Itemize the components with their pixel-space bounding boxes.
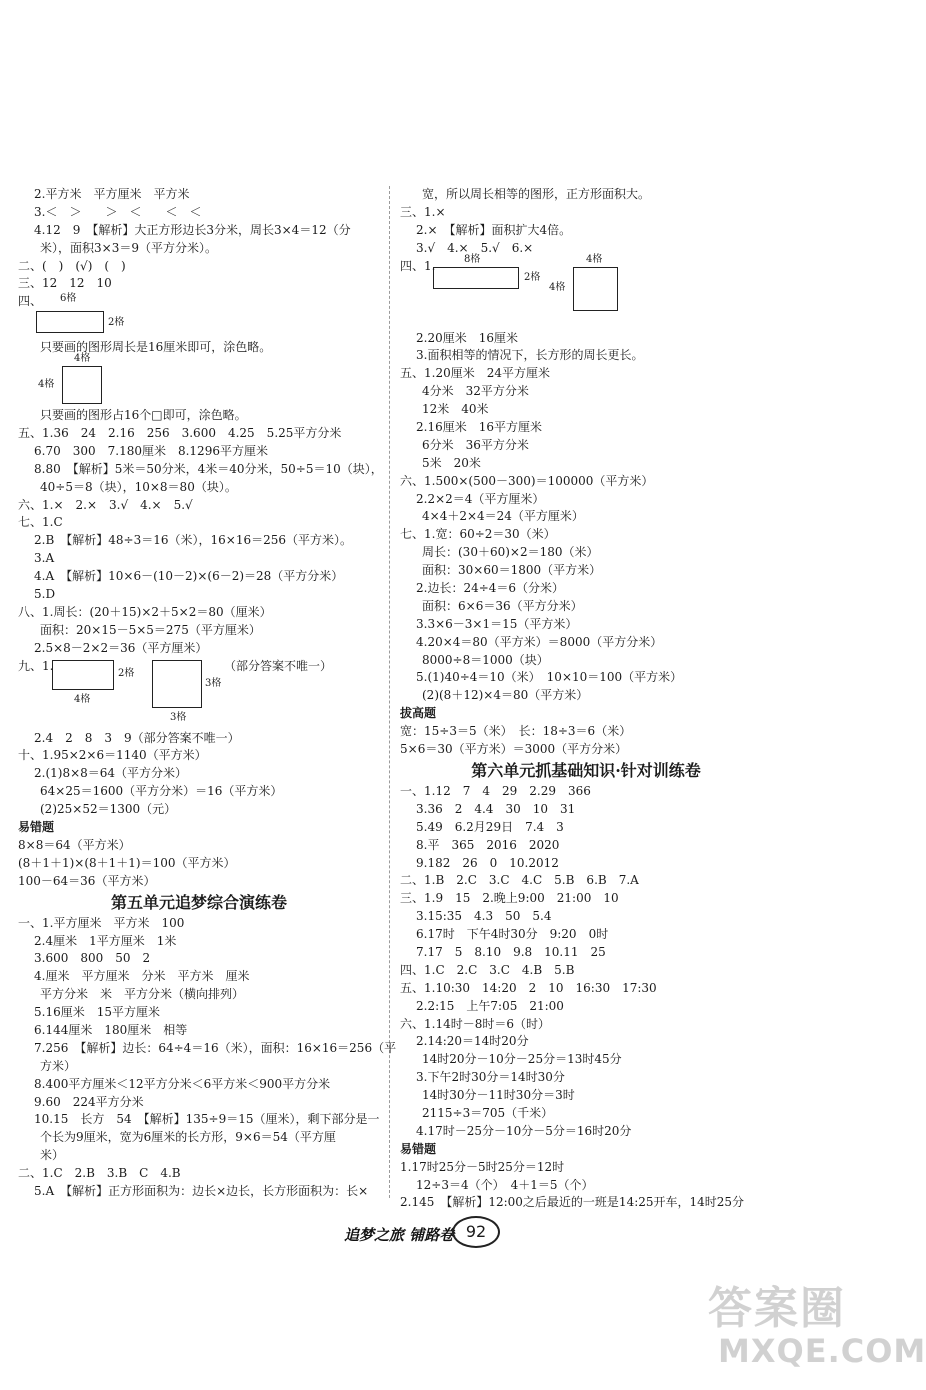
answer-line: 40÷5＝8（块），10×8＝80（块）。 bbox=[40, 479, 237, 494]
answer-line: 4.厘米 平方厘米 分米 平方米 厘米 bbox=[34, 969, 250, 984]
answer-line: 4分米 32平方分米 bbox=[422, 384, 529, 399]
answer-line: 三、1.× bbox=[400, 204, 446, 219]
figure-label: 4格 bbox=[549, 281, 566, 293]
answer-line: 三、1.9 15 2.晚上9:00 21:00 10 bbox=[400, 891, 619, 906]
answer-line: 2.4厘米 1平方厘米 1米 bbox=[34, 933, 177, 948]
answer-line: 六、1.500×(500－300)＝100000（平方米） bbox=[400, 473, 654, 488]
answer-line: 三、12 12 10 bbox=[18, 276, 112, 291]
answer-line: 8.80 【解析】5米＝50分米，4米＝40分米，50÷5＝10（块）， bbox=[34, 461, 383, 476]
answer-line: 2.5×8－2×2＝36（平方厘米） bbox=[34, 640, 208, 655]
answer-line: 7.17 5 8.10 9.8 10.11 25 bbox=[416, 944, 606, 959]
answer-line: 七、1.宽：60÷2＝30（米） bbox=[400, 527, 556, 542]
answer-line: 3.面积相等的情况下，长方形的周长更长。 bbox=[416, 348, 644, 363]
answer-line: 平方分米 米 平方分米（横向排列） bbox=[40, 987, 245, 1002]
answer-line: 5×6＝30（平方米）＝3000（平方分米） bbox=[400, 742, 628, 757]
answer-line: 3.√ 4.× 5.√ 6.× bbox=[416, 240, 534, 255]
answer-line: 5.(1)40÷4＝10（米） 10×10＝100（平方米） bbox=[416, 670, 683, 685]
watermark-url: MXQE.COM bbox=[718, 1332, 926, 1370]
answer-line: 六、1.× 2.× 3.√ 4.× 5.√ bbox=[18, 497, 193, 512]
answer-line: 2.4 2 8 3 9（部分答案不唯一） bbox=[34, 730, 240, 745]
answer-line: 3.3×6－3×1＝15（平方米） bbox=[416, 616, 578, 631]
answer-line: 8×8＝64（平方米） bbox=[18, 837, 131, 852]
answer-line: 2.× 【解析】面积扩大4倍。 bbox=[416, 222, 572, 237]
answer-line: 4.12 9 【解析】大正方形边长3分米，周长3×4＝12（分 bbox=[34, 222, 351, 237]
answer-line: 八、1.周长：(20＋15)×2＋5×2＝80（厘米） bbox=[18, 604, 272, 619]
rect-figure bbox=[18, 293, 380, 339]
figure-label: 4格 bbox=[74, 353, 91, 365]
answer-line: 2.16厘米 16平方厘米 bbox=[416, 420, 542, 435]
answer-line: 十、1.95×2×6＝1140（平方米） bbox=[18, 748, 207, 763]
answer-line: 面积：30×60＝1800（平方米） bbox=[422, 563, 602, 578]
answer-line: 2.145 【解析】12:00之后最近的一班是14:25开车，14时25分 bbox=[400, 1195, 745, 1210]
answer-line: 5.A 【解析】正方形面积为：边长×边长，长方形面积为：长× bbox=[34, 1183, 369, 1198]
answer-line: 5.D bbox=[34, 587, 56, 602]
unit-5-title: 第五单元追梦综合演练卷 bbox=[110, 892, 287, 912]
answer-line: 4×4＋2×4＝24（平方厘米） bbox=[422, 509, 584, 524]
answer-line: 100－64＝36（平方米） bbox=[18, 873, 156, 888]
figure-note: （部分答案不唯一） bbox=[224, 658, 333, 673]
answer-line: 六、1.14时－8时＝6（时） bbox=[400, 1016, 550, 1031]
figure-label: 2格 bbox=[524, 271, 541, 283]
figure-label: 4格 bbox=[586, 253, 603, 265]
answer-line: 四、 bbox=[18, 294, 43, 309]
answer-line: 6.144厘米 180厘米 相等 bbox=[34, 1022, 188, 1037]
answer-line: 2.20厘米 16厘米 bbox=[416, 330, 518, 345]
answer-line: 一、1.12 7 4 29 2.29 366 bbox=[400, 783, 591, 798]
answer-line: 6分米 36平方分米 bbox=[422, 437, 529, 452]
answer-line: 4.20×4＝80（平方米）＝8000（平方分米） bbox=[416, 634, 663, 649]
answer-line: 面积：6×6＝36（平方分米） bbox=[422, 598, 583, 613]
answer-line: 2.2×2＝4（平方厘米） bbox=[416, 491, 545, 506]
answer-line: 宽，所以周长相等的图形，正方形面积大。 bbox=[422, 187, 651, 201]
section-heading: 易错题 bbox=[18, 820, 55, 835]
answer-line: 周长：(30＋60)×2＝180（米） bbox=[422, 545, 599, 560]
answer-line: 五、1.10:30 14:20 2 10 16:30 17:30 bbox=[400, 980, 657, 995]
answer-line: 3.36 2 4.4 30 10 31 bbox=[416, 801, 576, 816]
answer-line: 6.17时 下午4时30分 9:20 0时 bbox=[416, 927, 609, 942]
answer-line: 5米 20米 bbox=[422, 455, 481, 470]
brand-logo: 追梦之旅 铺路卷 bbox=[344, 1226, 455, 1244]
answer-line: 8.400平方厘米＜12平方分米＜6平方米＜900平方分米 bbox=[34, 1076, 331, 1091]
answer-line: 方米） bbox=[40, 1058, 77, 1073]
answer-line: 宽：15÷3＝5（米） 长：18÷3＝6（米） bbox=[400, 724, 632, 739]
answer-line: 5.16厘米 15平方厘米 bbox=[34, 1005, 160, 1020]
right-column bbox=[400, 186, 772, 1212]
page-footer bbox=[0, 1212, 900, 1252]
figure-label: 2格 bbox=[118, 667, 135, 679]
answer-line: 一、1.平方厘米 平方米 100 bbox=[18, 915, 185, 930]
square-shape bbox=[62, 366, 102, 404]
watermark bbox=[690, 1272, 926, 1382]
figure-group-4 bbox=[400, 253, 772, 330]
answer-line: 14时20分－10分－25分＝13时45分 bbox=[422, 1052, 622, 1067]
answer-line: 米），面积3×3＝9（平方分米）。 bbox=[40, 240, 217, 255]
answer-line: 米） bbox=[40, 1148, 65, 1163]
page-number: 92 bbox=[452, 1216, 500, 1248]
answer-line: 九、1. bbox=[18, 658, 54, 673]
answer-line: 6.70 300 7.180厘米 8.1296平方厘米 bbox=[34, 443, 268, 458]
unit-6-title: 第六单元抓基础知识·针对训练卷 bbox=[471, 760, 701, 780]
answer-line: 1.17时25分－5时25分＝12时 bbox=[400, 1159, 565, 1174]
answer-line: 9.182 26 0 10.2012 bbox=[416, 855, 559, 870]
answer-line: 12米 40米 bbox=[422, 402, 489, 417]
watermark-logo-text: 答案圈 bbox=[708, 1283, 846, 1334]
answer-line: 3.600 800 50 2 bbox=[34, 951, 151, 966]
answer-line: 二、( ) (√) ( ) bbox=[18, 258, 126, 273]
rectangle-shape bbox=[52, 660, 114, 690]
answer-line: (8＋1＋1)×(8＋1＋1)＝100（平方米） bbox=[18, 855, 236, 870]
answer-line: 4.17时－25分－10分－5分＝16时20分 bbox=[416, 1123, 632, 1138]
answer-line: 2.14:20＝14时20分 bbox=[416, 1034, 529, 1049]
answer-line: 2.边长：24÷4＝6（分米） bbox=[416, 581, 565, 596]
answer-line: 2.2:15 上午7:05 21:00 bbox=[416, 998, 564, 1013]
square-shape bbox=[152, 660, 202, 708]
answer-line: 个长为9厘米，宽为6厘米的长方形，9×6＝54（平方厘 bbox=[40, 1130, 336, 1145]
rectangle-shape bbox=[433, 267, 519, 289]
answer-line: 五、1.20厘米 24平方厘米 bbox=[400, 366, 550, 381]
answer-line: 二、1.C 2.B 3.B C 4.B bbox=[18, 1166, 181, 1181]
answer-line: (2)(8＋12)×4＝80（平方米） bbox=[422, 688, 589, 703]
answer-line: 5.49 6.2月29日 7.4 3 bbox=[416, 819, 564, 834]
answer-line: 七、1.C bbox=[18, 515, 63, 530]
answer-line: 2.(1)8×8＝64（平方分米） bbox=[34, 766, 188, 781]
answer-line: 二、1.B 2.C 3.C 4.C 5.B 6.B 7.A bbox=[400, 873, 639, 888]
answer-line: 五、1.36 24 2.16 256 3.600 4.25 5.25平方分米 bbox=[18, 426, 342, 441]
square-figure bbox=[18, 353, 380, 407]
figure-label: 2格 bbox=[108, 317, 125, 329]
answer-line: 2.B 【解析】48÷3＝16（米），16×16＝256（平方米）。 bbox=[34, 533, 352, 548]
answer-line: 8.平 365 2016 2020 bbox=[416, 837, 560, 852]
answer-line: 64×25＝1600（平方分米）＝16（平方米） bbox=[40, 784, 283, 799]
answer-line: 4.A 【解析】10×6－(10－2)×(6－2)＝28（平方分米） bbox=[34, 569, 344, 584]
answer-line: 2.平方米 平方厘米 平方米 bbox=[34, 187, 190, 201]
figure-group-9 bbox=[18, 658, 380, 730]
answer-line: 8000÷8＝1000（块） bbox=[422, 652, 549, 667]
figure-label: 4格 bbox=[38, 379, 55, 391]
answer-line: 9.60 224平方分米 bbox=[34, 1094, 144, 1109]
rectangle-shape bbox=[36, 311, 104, 333]
figure-label: 3格 bbox=[205, 677, 222, 689]
answer-line: 四、1.C 2.C 3.C 4.B 5.B bbox=[400, 962, 575, 977]
figure-label: 6格 bbox=[60, 293, 77, 305]
section-heading: 拔高题 bbox=[400, 706, 437, 721]
left-column bbox=[18, 186, 397, 1201]
square-shape bbox=[573, 267, 618, 311]
answer-line: 四、1. bbox=[400, 258, 436, 273]
answer-line: (2)25×52＝1300（元） bbox=[40, 802, 177, 817]
figure-label: 3格 bbox=[170, 711, 187, 723]
answer-line: 10.15 长方 54 【解析】135÷9＝15（厘米），剩下部分是一 bbox=[34, 1112, 380, 1127]
answer-line: 面积：20×15－5×5＝275（平方厘米） bbox=[40, 622, 261, 637]
answer-line: 3.A bbox=[34, 551, 55, 566]
answer-line: 只要画的图形占16个□即可，涂色略。 bbox=[40, 408, 247, 423]
section-heading: 易错题 bbox=[400, 1141, 437, 1156]
answer-line: 14时30分－11时30分＝3时 bbox=[422, 1088, 575, 1103]
answer-line: 3.＜ ＞ ＞ ＜ ＜ ＜ bbox=[34, 204, 202, 219]
answer-line: 3.下午2时30分＝14时30分 bbox=[416, 1070, 565, 1085]
answer-line: 2115÷3＝705（千米） bbox=[422, 1105, 554, 1120]
answer-line: 只要画的图形周长是16厘米即可，涂色略。 bbox=[40, 340, 272, 355]
figure-label: 4格 bbox=[74, 693, 91, 705]
answer-line: 3.15:35 4.3 50 5.4 bbox=[416, 909, 552, 924]
answer-line: 7.256 【解析】边长：64÷4＝16（米），面积：16×16＝256（平 bbox=[34, 1040, 397, 1055]
figure-label: 8格 bbox=[464, 253, 481, 265]
answer-line: 12÷3＝4（个） 4＋1＝5（个） bbox=[416, 1177, 594, 1192]
